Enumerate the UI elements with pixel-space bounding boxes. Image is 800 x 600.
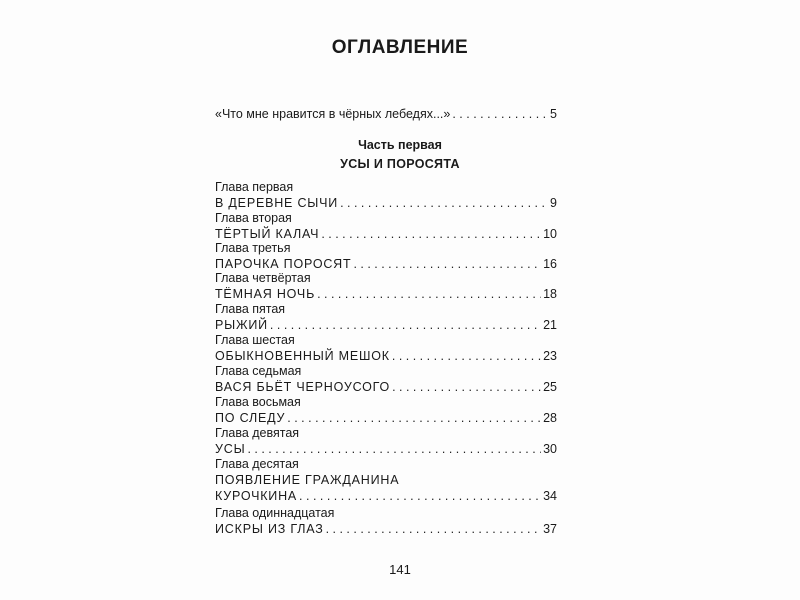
- chapter-label: Глава третья: [215, 241, 291, 255]
- leader-dots: [299, 489, 541, 503]
- toc-page-number: 25: [543, 380, 557, 394]
- toc-page-number: 21: [543, 318, 557, 332]
- part-title: УСЫ И ПОРОСЯТА: [340, 157, 460, 171]
- chapter-label: Глава пятая: [215, 302, 286, 316]
- chapter-title: ВАСЯ БЬЁТ ЧЕРНОУСОГО: [215, 380, 391, 394]
- leader-dots: [340, 196, 548, 210]
- part-label: Часть первая: [358, 138, 442, 152]
- toc-entry-intro: [215, 107, 557, 121]
- toc-entry-chapter: [215, 257, 557, 271]
- page-title: ОГЛАВЛЕНИЕ: [331, 37, 469, 58]
- chapter-title: ТЁМНАЯ НОЧЬ: [215, 287, 316, 301]
- leader-dots: [353, 257, 541, 271]
- toc-page-number: 10: [543, 227, 557, 241]
- toc-entry-chapter: [215, 442, 557, 456]
- chapter-title: УСЫ: [215, 442, 246, 456]
- chapter-label: Глава вторая: [215, 211, 292, 225]
- chapter-label: Глава восьмая: [215, 395, 301, 409]
- toc-page-number: 16: [543, 257, 557, 271]
- toc-entry-chapter: [215, 411, 557, 425]
- chapter-title: В ДЕРЕВНЕ СЫЧИ: [215, 196, 339, 210]
- chapter-label: Глава четвёртая: [215, 271, 311, 285]
- leader-dots: [392, 380, 541, 394]
- toc-entry-chapter: [215, 227, 557, 241]
- toc-entry-chapter: [215, 287, 557, 301]
- leader-dots: [326, 522, 542, 536]
- toc-page-number: 23: [543, 349, 557, 363]
- chapter-title: ПО СЛЕДУ: [215, 411, 286, 425]
- chapter-label: Глава одиннадцатая: [215, 506, 335, 520]
- toc-entry-chapter: [215, 489, 557, 503]
- leader-dots: [247, 442, 541, 456]
- chapter-title: КУРОЧКИНА: [215, 489, 298, 503]
- chapter-title-line1: ПОЯВЛЕНИЕ ГРАЖДАНИНА: [215, 473, 400, 487]
- toc-entry-chapter: [215, 522, 557, 536]
- chapter-title: РЫЖИЙ: [215, 318, 268, 332]
- toc-page-number: 34: [543, 489, 557, 503]
- leader-dots: [452, 107, 548, 121]
- chapter-label: Глава седьмая: [215, 364, 302, 378]
- chapter-label: Глава десятая: [215, 457, 299, 471]
- chapter-title: ТЁРТЫЙ КАЛАЧ: [215, 227, 320, 241]
- toc-page-number: 18: [543, 287, 557, 301]
- leader-dots: [317, 287, 541, 301]
- leader-dots: [392, 349, 541, 363]
- toc-page-number: 28: [543, 411, 557, 425]
- chapter-label: Глава шестая: [215, 333, 295, 347]
- leader-dots: [287, 411, 541, 425]
- toc-entry-chapter: [215, 318, 557, 332]
- page-number: 141: [389, 562, 411, 577]
- chapter-title: ИСКРЫ ИЗ ГЛАЗ: [215, 522, 324, 536]
- chapter-title: ПАРОЧКА ПОРОСЯТ: [215, 257, 352, 271]
- toc-page-number: 30: [543, 442, 557, 456]
- toc-entry-chapter: [215, 349, 557, 363]
- toc-page-number: 9: [550, 196, 557, 210]
- leader-dots: [270, 318, 541, 332]
- toc-entry-text: «Что мне нравится в чёрных лебедях...»: [215, 107, 451, 121]
- chapter-label: Глава первая: [215, 180, 294, 194]
- chapter-title: ОБЫКНОВЕННЫЙ МЕШОК: [215, 349, 390, 363]
- chapter-label: Глава девятая: [215, 426, 300, 440]
- toc-page-number: 5: [550, 107, 557, 121]
- toc-page-number: 37: [543, 522, 557, 536]
- leader-dots: [321, 227, 541, 241]
- toc-entry-chapter: [215, 380, 557, 394]
- toc-entry-chapter: [215, 196, 557, 210]
